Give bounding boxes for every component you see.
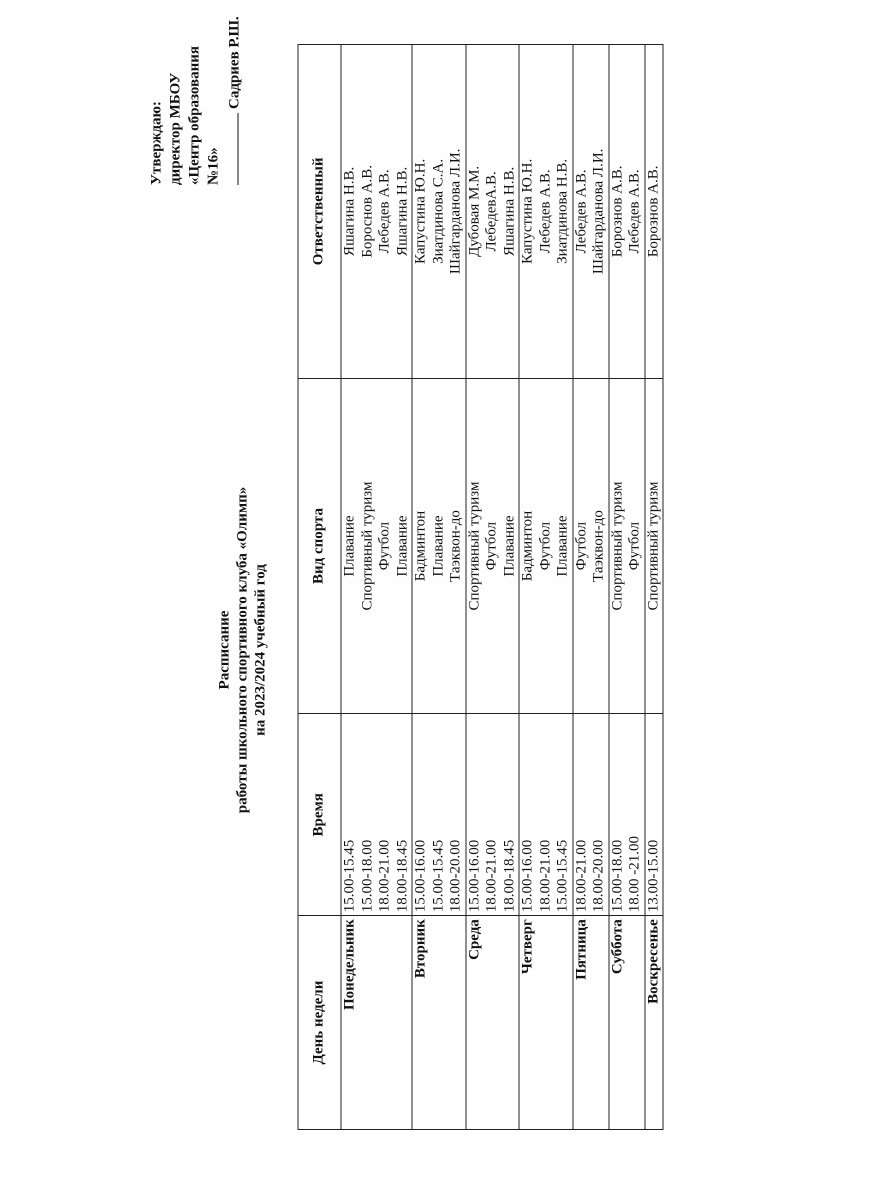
cell-sport [412, 378, 466, 714]
cell-time [573, 714, 609, 916]
cell-day: Воскресенье [645, 916, 664, 1130]
cell-time [609, 714, 645, 916]
cell-responsible [645, 45, 664, 379]
table-row [341, 45, 412, 1130]
sport-entry: Плавание [394, 515, 410, 577]
sport-entry: Плавание [430, 515, 446, 577]
time-entry: 18.00 -21.00 [626, 835, 643, 913]
cell-time [645, 714, 664, 916]
cell-sport [645, 378, 664, 714]
cell-responsible [609, 45, 645, 379]
time-entry: 15.00-16.00 [466, 839, 482, 913]
header-responsible: Ответственный [298, 45, 341, 379]
approval-block [148, 5, 245, 185]
sport-entry: Футбол [573, 521, 589, 571]
cell-day: Среда [466, 916, 520, 1130]
cell-time [412, 714, 466, 916]
cell-sport [519, 378, 573, 714]
header-day: День недели [298, 916, 341, 1130]
cell-time [341, 714, 412, 916]
title-line-2: работы школьного спортивного клуба «Олимп» [234, 486, 251, 814]
sport-entry: Спортивный туризм [609, 481, 625, 611]
cell-responsible [573, 45, 609, 379]
approval-line-3: «Центр образования №16» [186, 45, 222, 185]
sport-entry: Плавание [554, 515, 571, 577]
sport-entry: Спортивный туризм [359, 481, 375, 611]
time-entry: 18.00-21.00 [537, 839, 553, 913]
cell-responsible [519, 45, 573, 379]
responsible-entry: Дубовая М.М. [466, 165, 482, 257]
table-header-row [298, 45, 341, 1130]
responsible-entry: Зиатдинова С.А. [430, 158, 446, 264]
table-row [412, 45, 466, 1130]
table-row [573, 45, 609, 1130]
responsible-entry: Капустина Ю.Н. [412, 158, 429, 264]
sport-entry: Бадминтон [519, 510, 536, 582]
time-entry: 18.00-20.00 [590, 839, 607, 913]
sport-entry: Бадминтон [412, 510, 429, 582]
sport-entry: Футбол [537, 521, 553, 571]
time-entry: 18.00-21.00 [483, 839, 500, 913]
cell-day: Вторник [412, 916, 466, 1130]
approval-line-2: директор МБОУ [167, 72, 184, 185]
time-entry: 15.00-18.00 [609, 839, 625, 913]
responsible-entry: Лебедев А.В. [537, 169, 553, 254]
table-row [519, 45, 573, 1130]
responsible-entry: Борознов А.В. [609, 165, 625, 258]
sport-entry: Спортивный туризм [645, 481, 661, 611]
signature-blank [224, 113, 239, 185]
time-entry: 15.00-15.45 [554, 839, 571, 913]
cell-time [519, 714, 573, 916]
responsible-entry: Яшагина Н.В. [501, 166, 517, 256]
responsible-entry: Шайгарданова Л.И. [590, 148, 607, 275]
signature-line [224, 5, 245, 185]
time-entry: 15.00-16.00 [519, 839, 536, 913]
time-entry: 18.00-20.00 [447, 839, 464, 913]
sport-entry: Таэквон-до [447, 510, 464, 582]
table-body [341, 45, 663, 1130]
cell-day: Понедельник [341, 916, 412, 1130]
title-line-3: на 2023/2024 учебный год [252, 564, 269, 736]
responsible-entry: Лебедев А.В. [626, 169, 643, 254]
time-entry: 18.00-21.00 [376, 839, 393, 913]
header-time: Время [298, 714, 341, 916]
sport-entry: Плавание [341, 515, 358, 577]
responsible-entry: Бороснов А.В. [359, 164, 375, 258]
time-entry: 18.00-18.45 [501, 839, 517, 913]
schedule-table [298, 44, 664, 1130]
cell-sport [466, 378, 520, 714]
table-row [609, 45, 645, 1130]
responsible-entry: Борознов А.В. [645, 165, 661, 258]
cell-responsible [341, 45, 412, 379]
approval-line-1: Утверждаю: [148, 101, 165, 185]
responsible-entry: Капустина Ю.Н. [519, 158, 536, 264]
title-line-1: Расписание [216, 610, 233, 690]
cell-responsible [466, 45, 520, 379]
table-row [466, 45, 520, 1130]
time-entry: 15.00-15.45 [430, 839, 446, 913]
sport-entry: Футбол [376, 521, 393, 571]
responsible-entry: ЛебедевА.В. [483, 171, 500, 252]
cell-sport [609, 378, 645, 714]
responsible-entry: Лебедев А.В. [376, 169, 393, 254]
table-row [645, 45, 664, 1130]
sport-entry: Спортивный туризм [466, 481, 482, 611]
cell-sport [341, 378, 412, 714]
cell-time [466, 714, 520, 916]
cell-day: Пятница [573, 916, 609, 1130]
sport-entry: Плавание [501, 515, 517, 577]
sport-entry: Футбол [626, 521, 643, 571]
responsible-entry: Шайгарданова Л.И. [447, 148, 464, 275]
time-entry: 15.00-18.00 [359, 839, 375, 913]
signer-name: Садриев Р.Ш. [226, 16, 243, 109]
time-entry: 18.00-18.45 [394, 839, 410, 913]
header-sport: Вид спорта [298, 378, 341, 714]
time-entry: 15.00-15.45 [341, 839, 358, 913]
document-title [216, 400, 270, 900]
sport-entry: Таэквон-до [590, 510, 607, 582]
cell-sport [573, 378, 609, 714]
time-entry: 15.00-16.00 [412, 839, 429, 913]
responsible-entry: Лебедев А.В. [573, 169, 589, 254]
responsible-entry: Яшагина Н.В. [341, 166, 358, 256]
responsible-entry: Яшагина Н.В. [394, 166, 410, 256]
time-entry: 13.00-15.00 [645, 839, 661, 913]
cell-day: Суббота [609, 916, 645, 1130]
cell-day: Четверг [519, 916, 573, 1130]
sport-entry: Футбол [483, 521, 500, 571]
responsible-entry: Зиатдинова Н.В. [554, 158, 571, 264]
time-entry: 18.00-21.00 [573, 839, 589, 913]
cell-responsible [412, 45, 466, 379]
